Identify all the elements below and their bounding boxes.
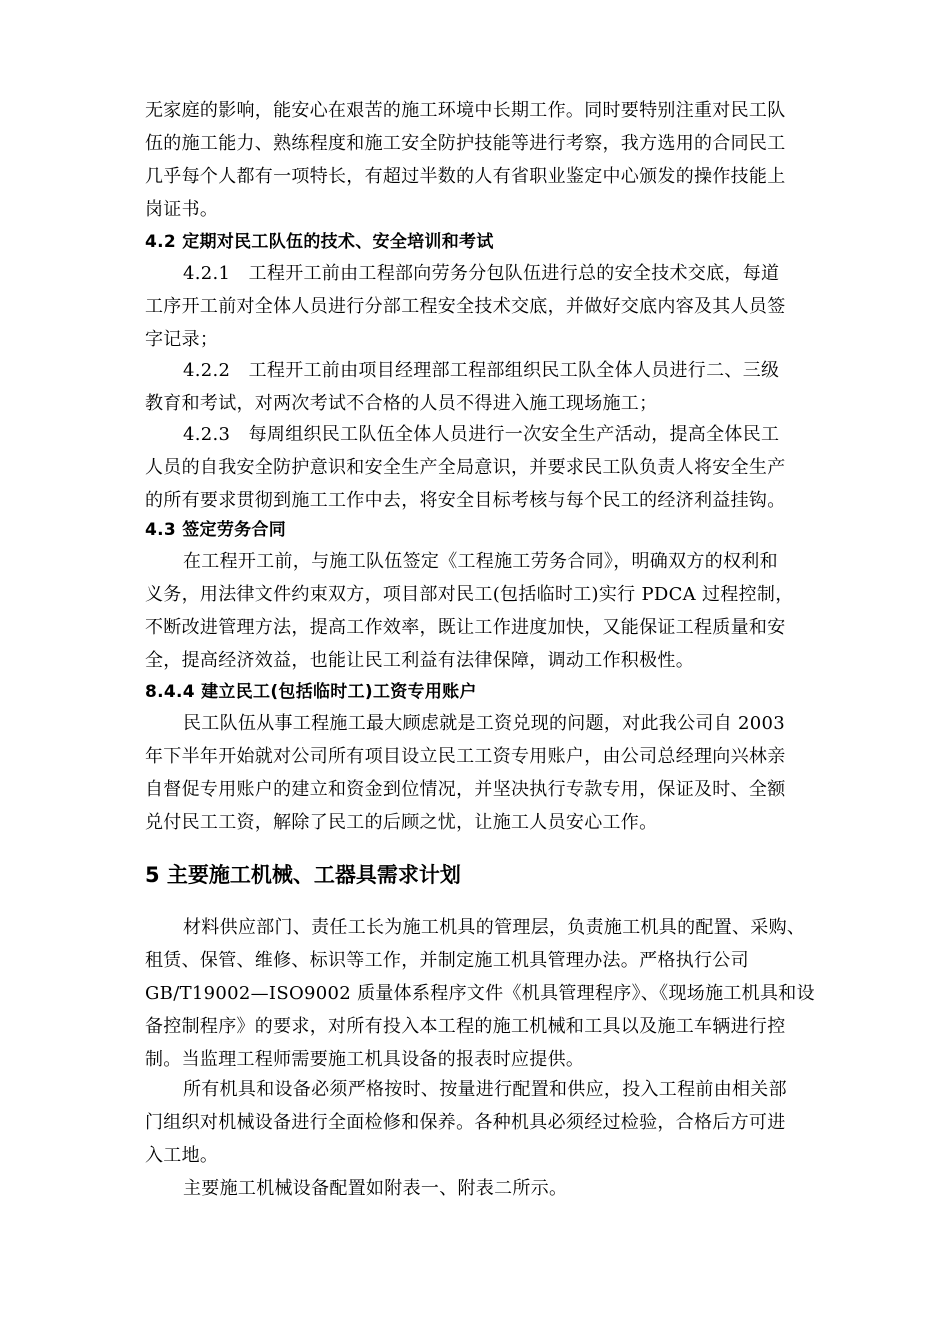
text-line: 不断改进管理方法，提高工作效率，既让工作进度加快，又能保证工程质量和安 [145,617,786,638]
heading-4-2 [145,227,809,257]
paragraph-intro [145,94,809,226]
text-line: 门组织对机械设备进行全面检修和保养。各种机具必须经过检验，合格后方可进 [145,1112,786,1133]
heading-8-4-4 [145,677,809,707]
text-line: GB/T19002—ISO9002 质量体系程序文件《机具管理程序》、《现场施工机具和设 [145,983,815,1004]
text-line: 伍的施工能力、熟练程度和施工安全防护技能等进行考察，我方选用的合同民工 [145,133,786,154]
text-line: 自督促专用账户的建立和资金到位情况，并坚决执行专款专用，保证及时、全额 [145,779,786,800]
text-line: 的所有要求贯彻到施工工作中去，将安全目标考核与每个民工的经济利益挂钩。 [145,490,786,511]
text-line: 教育和考试，对两次考试不合格的人员不得进入施工现场施工； [145,393,658,414]
text-line: 在工程开工前，与施工队伍签定《工程施工劳务合同》，明确双方的权利和 [183,551,778,572]
heading-4-3 [145,515,809,545]
text-line: 兑付民工工资，解除了民工的后顾之忧，让施工人员安心工作。 [145,812,658,833]
text-line: 人员的自我安全防护意识和安全生产全局意识，并要求民工队负责人将安全生产 [145,457,786,478]
text-line: 4.2.1 工程开工前由工程部向劳务分包队伍进行总的安全技术交底，每道 [183,263,780,284]
paragraph-5-c [145,1172,809,1205]
text-line: 材料供应部门、责任工长为施工机具的管理层，负责施工机具的配置、采购、 [183,917,806,938]
text-line: 民工队伍从事工程施工最大顾虑就是工资兑现的问题，对此我公司自 2003 [183,713,786,734]
text-line: 全，提高经济效益，也能让民工利益有法律保障，调动工作积极性。 [145,650,694,671]
text-line: 无家庭的影响，能安心在艰苦的施工环境中长期工作。同时要特别注重对民工队 [145,100,786,121]
text-line: 4.2.3 每周组织民工队伍全体人员进行一次安全生产活动，提高全体民工 [183,424,780,445]
text-line: 岗证书。 [145,199,219,220]
paragraph-8-4-4 [145,707,809,839]
paragraph-4-2-1 [145,257,809,356]
text-line: 租赁、保管、维修、标识等工作，并制定施工机具管理办法。严格执行公司 [145,950,749,971]
heading-text: 4.3 签定劳务合同 [145,520,287,540]
text-line: 入工地。 [145,1145,219,1166]
heading-text: 4.2 定期对民工队伍的技术、安全培训和考试 [145,232,494,252]
text-line: 制。当监理工程师需要施工机具设备的报表时应提供。 [145,1049,585,1070]
paragraph-4-2-3 [145,418,809,517]
section-5-title: 5 主要施工机械、工器具需求计划 [145,863,461,887]
text-line: 年下半年开始就对公司所有项目设立民工工资专用账户，由公司总经理向兴林亲 [145,746,786,767]
paragraph-4-2-2 [145,354,809,420]
text-line: 所有机具和设备必须严格按时、按量进行配置和供应，投入工程前由相关部 [183,1079,787,1100]
paragraph-5-a [145,911,815,1076]
text-line: 4.2.2 工程开工前由项目经理部工程部组织民工队全体人员进行二、三级 [183,360,780,381]
heading-text: 8.4.4 建立民工(包括临时工)工资专用账户 [145,682,477,702]
text-line: 工序开工前对全体人员进行分部工程安全技术交底，并做好交底内容及其人员签 [145,296,786,317]
paragraph-4-3 [145,545,809,677]
text-line: 主要施工机械设备配置如附表一、附表二所示。 [183,1178,568,1199]
text-line: 字记录； [145,329,219,350]
text-line: 备控制程序》的要求，对所有投入本工程的施工机械和工具以及施工车辆进行控 [145,1016,786,1037]
text-line: 几乎每个人都有一项特长，有超过半数的人有省职业鉴定中心颁发的操作技能上 [145,166,786,187]
text-line: 义务，用法律文件约束双方，项目部对民工(包括临时工)实行 PDCA 过程控制， [145,584,794,605]
paragraph-5-b [145,1073,809,1172]
